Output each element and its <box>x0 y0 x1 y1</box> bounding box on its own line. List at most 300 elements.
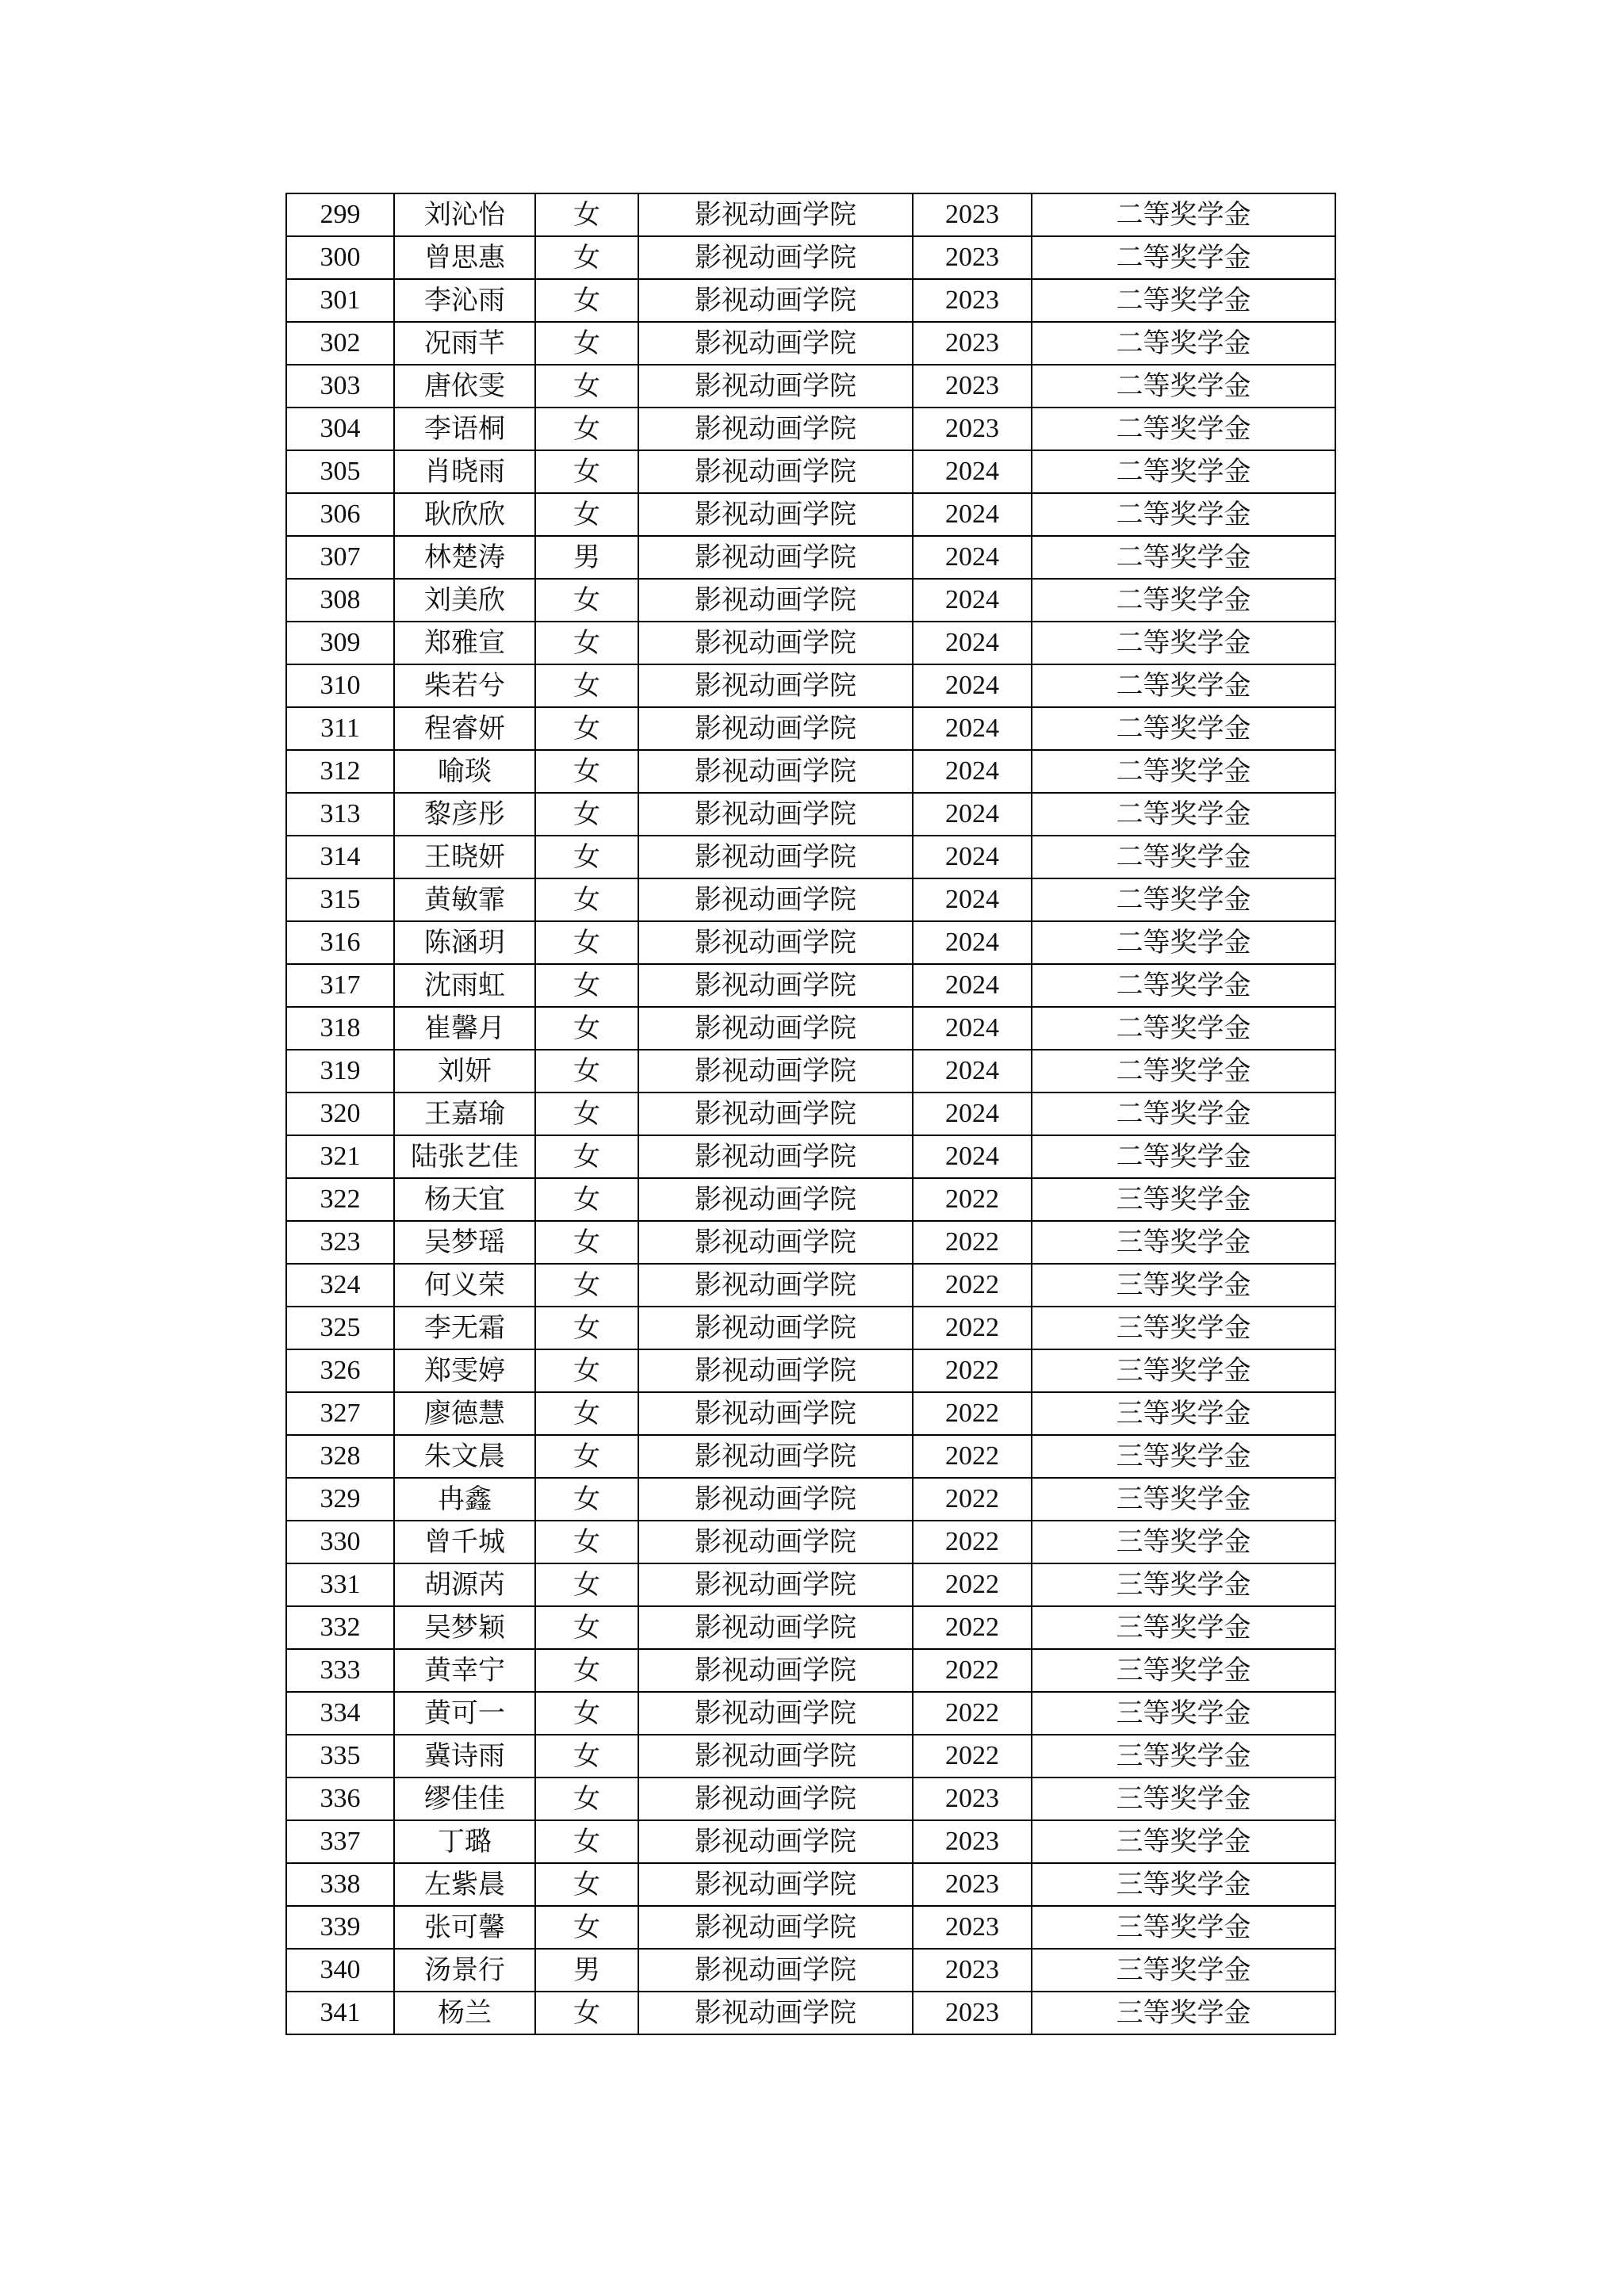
student-name: 曾思惠 <box>394 236 535 279</box>
table-row <box>286 1264 1335 1307</box>
college-name: 影视动画学院 <box>638 1820 913 1863</box>
student-name: 黎彦彤 <box>394 793 535 836</box>
student-name: 左紫晨 <box>394 1863 535 1906</box>
table-row <box>286 1478 1335 1521</box>
student-name: 黄敏霏 <box>394 878 535 921</box>
award-level: 三等奖学金 <box>1032 1820 1335 1863</box>
student-gender: 女 <box>535 1221 638 1264</box>
student-gender: 男 <box>535 536 638 579</box>
row-number: 324 <box>286 1264 394 1307</box>
college-name: 影视动画学院 <box>638 1606 913 1649</box>
student-gender: 女 <box>535 664 638 707</box>
enrollment-year: 2024 <box>913 579 1032 622</box>
student-name: 黄幸宁 <box>394 1649 535 1692</box>
student-gender: 女 <box>535 1649 638 1692</box>
award-level: 三等奖学金 <box>1032 1863 1335 1906</box>
student-gender: 女 <box>535 1178 638 1221</box>
table-row <box>286 1649 1335 1692</box>
award-level: 三等奖学金 <box>1032 1307 1335 1349</box>
table-row <box>286 750 1335 793</box>
enrollment-year: 2023 <box>913 1992 1032 2034</box>
table-row <box>286 450 1335 493</box>
college-name: 影视动画学院 <box>638 1307 913 1349</box>
enrollment-year: 2022 <box>913 1735 1032 1777</box>
row-number: 299 <box>286 193 394 236</box>
enrollment-year: 2024 <box>913 450 1032 493</box>
table-row <box>286 1992 1335 2034</box>
enrollment-year: 2023 <box>913 1949 1032 1992</box>
college-name: 影视动画学院 <box>638 322 913 365</box>
table-row <box>286 1178 1335 1221</box>
student-name: 缪佳佳 <box>394 1777 535 1820</box>
enrollment-year: 2022 <box>913 1178 1032 1221</box>
award-level: 二等奖学金 <box>1032 236 1335 279</box>
table-row <box>286 1007 1335 1050</box>
row-number: 309 <box>286 622 394 664</box>
enrollment-year: 2024 <box>913 707 1032 750</box>
student-gender: 女 <box>535 878 638 921</box>
row-number: 335 <box>286 1735 394 1777</box>
student-gender: 女 <box>535 750 638 793</box>
student-name: 刘美欣 <box>394 579 535 622</box>
row-number: 302 <box>286 322 394 365</box>
row-number: 314 <box>286 836 394 878</box>
table-row <box>286 322 1335 365</box>
enrollment-year: 2023 <box>913 322 1032 365</box>
student-name: 崔馨月 <box>394 1007 535 1050</box>
table-row <box>286 1606 1335 1649</box>
student-gender: 女 <box>535 1050 638 1093</box>
table-row <box>286 878 1335 921</box>
award-level: 二等奖学金 <box>1032 579 1335 622</box>
award-level: 二等奖学金 <box>1032 664 1335 707</box>
college-name: 影视动画学院 <box>638 1435 913 1478</box>
enrollment-year: 2024 <box>913 1135 1032 1178</box>
row-number: 320 <box>286 1093 394 1135</box>
table-row <box>286 408 1335 450</box>
student-gender: 女 <box>535 236 638 279</box>
table-row <box>286 964 1335 1007</box>
college-name: 影视动画学院 <box>638 1906 913 1949</box>
enrollment-year: 2023 <box>913 365 1032 408</box>
student-gender: 女 <box>535 622 638 664</box>
scholarship-table <box>285 193 1336 2035</box>
award-level: 二等奖学金 <box>1032 450 1335 493</box>
student-name: 沈雨虹 <box>394 964 535 1007</box>
enrollment-year: 2024 <box>913 664 1032 707</box>
college-name: 影视动画学院 <box>638 1949 913 1992</box>
student-name: 郑雅宣 <box>394 622 535 664</box>
student-gender: 女 <box>535 1135 638 1178</box>
row-number: 327 <box>286 1392 394 1435</box>
college-name: 影视动画学院 <box>638 1264 913 1307</box>
college-name: 影视动画学院 <box>638 1521 913 1563</box>
student-name: 喻琰 <box>394 750 535 793</box>
award-level: 二等奖学金 <box>1032 493 1335 536</box>
award-level: 三等奖学金 <box>1032 1992 1335 2034</box>
student-gender: 女 <box>535 1435 638 1478</box>
college-name: 影视动画学院 <box>638 1478 913 1521</box>
table-row <box>286 1435 1335 1478</box>
student-name: 林楚涛 <box>394 536 535 579</box>
row-number: 323 <box>286 1221 394 1264</box>
student-name: 陆张艺佳 <box>394 1135 535 1178</box>
enrollment-year: 2022 <box>913 1392 1032 1435</box>
student-gender: 女 <box>535 1392 638 1435</box>
row-number: 311 <box>286 707 394 750</box>
college-name: 影视动画学院 <box>638 1563 913 1606</box>
student-gender: 男 <box>535 1949 638 1992</box>
college-name: 影视动画学院 <box>638 707 913 750</box>
student-name: 肖晓雨 <box>394 450 535 493</box>
table-row <box>286 1392 1335 1435</box>
college-name: 影视动画学院 <box>638 279 913 322</box>
table-body <box>286 193 1335 2034</box>
table-row <box>286 1135 1335 1178</box>
row-number: 326 <box>286 1349 394 1392</box>
college-name: 影视动画学院 <box>638 836 913 878</box>
award-level: 二等奖学金 <box>1032 622 1335 664</box>
row-number: 337 <box>286 1820 394 1863</box>
college-name: 影视动画学院 <box>638 1392 913 1435</box>
enrollment-year: 2024 <box>913 1007 1032 1050</box>
enrollment-year: 2024 <box>913 964 1032 1007</box>
student-gender: 女 <box>535 1992 638 2034</box>
enrollment-year: 2024 <box>913 921 1032 964</box>
student-name: 程睿妍 <box>394 707 535 750</box>
table-row <box>286 579 1335 622</box>
student-gender: 女 <box>535 1264 638 1307</box>
enrollment-year: 2022 <box>913 1221 1032 1264</box>
enrollment-year: 2024 <box>913 793 1032 836</box>
award-level: 三等奖学金 <box>1032 1392 1335 1435</box>
enrollment-year: 2023 <box>913 408 1032 450</box>
enrollment-year: 2022 <box>913 1478 1032 1521</box>
row-number: 333 <box>286 1649 394 1692</box>
student-gender: 女 <box>535 1777 638 1820</box>
college-name: 影视动画学院 <box>638 1093 913 1135</box>
row-number: 341 <box>286 1992 394 2034</box>
row-number: 300 <box>286 236 394 279</box>
enrollment-year: 2023 <box>913 1820 1032 1863</box>
student-name: 李沁雨 <box>394 279 535 322</box>
award-level: 二等奖学金 <box>1032 536 1335 579</box>
table-row <box>286 536 1335 579</box>
row-number: 328 <box>286 1435 394 1478</box>
student-name: 黄可一 <box>394 1692 535 1735</box>
college-name: 影视动画学院 <box>638 1863 913 1906</box>
student-name: 耿欣欣 <box>394 493 535 536</box>
enrollment-year: 2023 <box>913 1906 1032 1949</box>
enrollment-year: 2024 <box>913 493 1032 536</box>
table-row <box>286 1521 1335 1563</box>
student-gender: 女 <box>535 1563 638 1606</box>
award-level: 三等奖学金 <box>1032 1949 1335 1992</box>
award-level: 二等奖学金 <box>1032 408 1335 450</box>
student-gender: 女 <box>535 1093 638 1135</box>
student-gender: 女 <box>535 450 638 493</box>
award-level: 二等奖学金 <box>1032 322 1335 365</box>
college-name: 影视动画学院 <box>638 622 913 664</box>
enrollment-year: 2024 <box>913 836 1032 878</box>
college-name: 影视动画学院 <box>638 1050 913 1093</box>
college-name: 影视动画学院 <box>638 579 913 622</box>
row-number: 336 <box>286 1777 394 1820</box>
student-name: 冉鑫 <box>394 1478 535 1521</box>
college-name: 影视动画学院 <box>638 1135 913 1178</box>
row-number: 330 <box>286 1521 394 1563</box>
student-name: 胡源芮 <box>394 1563 535 1606</box>
row-number: 321 <box>286 1135 394 1178</box>
award-level: 三等奖学金 <box>1032 1435 1335 1478</box>
award-level: 二等奖学金 <box>1032 365 1335 408</box>
row-number: 315 <box>286 878 394 921</box>
table-row <box>286 707 1335 750</box>
student-gender: 女 <box>535 1478 638 1521</box>
college-name: 影视动画学院 <box>638 1735 913 1777</box>
student-gender: 女 <box>535 493 638 536</box>
enrollment-year: 2022 <box>913 1649 1032 1692</box>
row-number: 338 <box>286 1863 394 1906</box>
row-number: 310 <box>286 664 394 707</box>
student-gender: 女 <box>535 1349 638 1392</box>
college-name: 影视动画学院 <box>638 878 913 921</box>
enrollment-year: 2022 <box>913 1349 1032 1392</box>
award-level: 三等奖学金 <box>1032 1563 1335 1606</box>
award-level: 三等奖学金 <box>1032 1478 1335 1521</box>
student-name: 李语桐 <box>394 408 535 450</box>
table-row <box>286 1949 1335 1992</box>
student-gender: 女 <box>535 279 638 322</box>
enrollment-year: 2022 <box>913 1606 1032 1649</box>
award-level: 三等奖学金 <box>1032 1777 1335 1820</box>
student-gender: 女 <box>535 1007 638 1050</box>
student-name: 郑雯婷 <box>394 1349 535 1392</box>
enrollment-year: 2022 <box>913 1264 1032 1307</box>
enrollment-year: 2022 <box>913 1307 1032 1349</box>
table-row <box>286 793 1335 836</box>
award-level: 三等奖学金 <box>1032 1606 1335 1649</box>
award-level: 三等奖学金 <box>1032 1349 1335 1392</box>
college-name: 影视动画学院 <box>638 450 913 493</box>
table-row <box>286 1906 1335 1949</box>
student-name: 吴梦瑶 <box>394 1221 535 1264</box>
award-level: 三等奖学金 <box>1032 1178 1335 1221</box>
college-name: 影视动画学院 <box>638 921 913 964</box>
student-name: 李无霜 <box>394 1307 535 1349</box>
student-name: 曾千城 <box>394 1521 535 1563</box>
college-name: 影视动画学院 <box>638 1692 913 1735</box>
award-level: 三等奖学金 <box>1032 1692 1335 1735</box>
row-number: 329 <box>286 1478 394 1521</box>
table-row <box>286 1050 1335 1093</box>
college-name: 影视动画学院 <box>638 408 913 450</box>
student-name: 王晓妍 <box>394 836 535 878</box>
row-number: 301 <box>286 279 394 322</box>
student-name: 刘沁怡 <box>394 193 535 236</box>
row-number: 318 <box>286 1007 394 1050</box>
table-row <box>286 1221 1335 1264</box>
award-level: 三等奖学金 <box>1032 1521 1335 1563</box>
row-number: 313 <box>286 793 394 836</box>
enrollment-year: 2024 <box>913 750 1032 793</box>
college-name: 影视动画学院 <box>638 1349 913 1392</box>
award-level: 二等奖学金 <box>1032 279 1335 322</box>
student-gender: 女 <box>535 365 638 408</box>
row-number: 325 <box>286 1307 394 1349</box>
college-name: 影视动画学院 <box>638 964 913 1007</box>
award-level: 二等奖学金 <box>1032 707 1335 750</box>
award-level: 三等奖学金 <box>1032 1735 1335 1777</box>
enrollment-year: 2024 <box>913 878 1032 921</box>
row-number: 339 <box>286 1906 394 1949</box>
award-level: 三等奖学金 <box>1032 1264 1335 1307</box>
table-row <box>286 921 1335 964</box>
table-row <box>286 1820 1335 1863</box>
student-name: 唐依雯 <box>394 365 535 408</box>
table-row <box>286 836 1335 878</box>
college-name: 影视动画学院 <box>638 1178 913 1221</box>
enrollment-year: 2023 <box>913 236 1032 279</box>
college-name: 影视动画学院 <box>638 1221 913 1264</box>
award-level: 二等奖学金 <box>1032 1135 1335 1178</box>
award-level: 二等奖学金 <box>1032 836 1335 878</box>
student-gender: 女 <box>535 1735 638 1777</box>
enrollment-year: 2022 <box>913 1521 1032 1563</box>
student-gender: 女 <box>535 1692 638 1735</box>
table-row <box>286 365 1335 408</box>
student-gender: 女 <box>535 1521 638 1563</box>
table-row <box>286 1349 1335 1392</box>
award-level: 二等奖学金 <box>1032 793 1335 836</box>
row-number: 306 <box>286 493 394 536</box>
table-row <box>286 493 1335 536</box>
table-row <box>286 279 1335 322</box>
table-row <box>286 1307 1335 1349</box>
row-number: 319 <box>286 1050 394 1093</box>
table-row <box>286 1735 1335 1777</box>
award-level: 二等奖学金 <box>1032 1007 1335 1050</box>
enrollment-year: 2023 <box>913 279 1032 322</box>
table-row <box>286 1863 1335 1906</box>
student-name: 柴若兮 <box>394 664 535 707</box>
student-gender: 女 <box>535 579 638 622</box>
award-level: 三等奖学金 <box>1032 1649 1335 1692</box>
table-row <box>286 1777 1335 1820</box>
row-number: 317 <box>286 964 394 1007</box>
college-name: 影视动画学院 <box>638 1992 913 2034</box>
student-gender: 女 <box>535 1820 638 1863</box>
enrollment-year: 2022 <box>913 1563 1032 1606</box>
row-number: 334 <box>286 1692 394 1735</box>
enrollment-year: 2023 <box>913 193 1032 236</box>
award-level: 二等奖学金 <box>1032 964 1335 1007</box>
table-row <box>286 236 1335 279</box>
award-level: 二等奖学金 <box>1032 1050 1335 1093</box>
college-name: 影视动画学院 <box>638 1777 913 1820</box>
student-name: 汤景行 <box>394 1949 535 1992</box>
row-number: 316 <box>286 921 394 964</box>
student-name: 丁璐 <box>394 1820 535 1863</box>
student-name: 杨天宜 <box>394 1178 535 1221</box>
award-level: 二等奖学金 <box>1032 921 1335 964</box>
student-gender: 女 <box>535 793 638 836</box>
enrollment-year: 2023 <box>913 1777 1032 1820</box>
enrollment-year: 2022 <box>913 1435 1032 1478</box>
award-level: 二等奖学金 <box>1032 193 1335 236</box>
award-level: 三等奖学金 <box>1032 1221 1335 1264</box>
student-gender: 女 <box>535 921 638 964</box>
enrollment-year: 2024 <box>913 1093 1032 1135</box>
enrollment-year: 2024 <box>913 622 1032 664</box>
college-name: 影视动画学院 <box>638 236 913 279</box>
student-name: 何义荣 <box>394 1264 535 1307</box>
student-name: 杨兰 <box>394 1992 535 2034</box>
row-number: 331 <box>286 1563 394 1606</box>
student-gender: 女 <box>535 1307 638 1349</box>
award-level: 二等奖学金 <box>1032 878 1335 921</box>
student-gender: 女 <box>535 836 638 878</box>
table-row <box>286 622 1335 664</box>
college-name: 影视动画学院 <box>638 493 913 536</box>
row-number: 304 <box>286 408 394 450</box>
student-name: 吴梦颖 <box>394 1606 535 1649</box>
student-gender: 女 <box>535 1863 638 1906</box>
student-gender: 女 <box>535 1606 638 1649</box>
college-name: 影视动画学院 <box>638 536 913 579</box>
college-name: 影视动画学院 <box>638 365 913 408</box>
row-number: 312 <box>286 750 394 793</box>
student-name: 廖德慧 <box>394 1392 535 1435</box>
table-row <box>286 1563 1335 1606</box>
student-gender: 女 <box>535 1906 638 1949</box>
student-name: 张可馨 <box>394 1906 535 1949</box>
award-level: 二等奖学金 <box>1032 750 1335 793</box>
student-name: 况雨芊 <box>394 322 535 365</box>
college-name: 影视动画学院 <box>638 1649 913 1692</box>
row-number: 340 <box>286 1949 394 1992</box>
award-level: 二等奖学金 <box>1032 1093 1335 1135</box>
college-name: 影视动画学院 <box>638 1007 913 1050</box>
row-number: 303 <box>286 365 394 408</box>
row-number: 308 <box>286 579 394 622</box>
enrollment-year: 2024 <box>913 1050 1032 1093</box>
college-name: 影视动画学院 <box>638 193 913 236</box>
award-level: 三等奖学金 <box>1032 1906 1335 1949</box>
student-name: 陈涵玥 <box>394 921 535 964</box>
enrollment-year: 2022 <box>913 1692 1032 1735</box>
student-gender: 女 <box>535 322 638 365</box>
row-number: 322 <box>286 1178 394 1221</box>
row-number: 305 <box>286 450 394 493</box>
table-row <box>286 1093 1335 1135</box>
student-gender: 女 <box>535 193 638 236</box>
table-row <box>286 1692 1335 1735</box>
student-gender: 女 <box>535 408 638 450</box>
college-name: 影视动画学院 <box>638 750 913 793</box>
table-row <box>286 664 1335 707</box>
student-name: 冀诗雨 <box>394 1735 535 1777</box>
college-name: 影视动画学院 <box>638 664 913 707</box>
row-number: 307 <box>286 536 394 579</box>
student-gender: 女 <box>535 964 638 1007</box>
student-gender: 女 <box>535 707 638 750</box>
college-name: 影视动画学院 <box>638 793 913 836</box>
student-name: 刘妍 <box>394 1050 535 1093</box>
enrollment-year: 2024 <box>913 536 1032 579</box>
row-number: 332 <box>286 1606 394 1649</box>
table-row <box>286 193 1335 236</box>
